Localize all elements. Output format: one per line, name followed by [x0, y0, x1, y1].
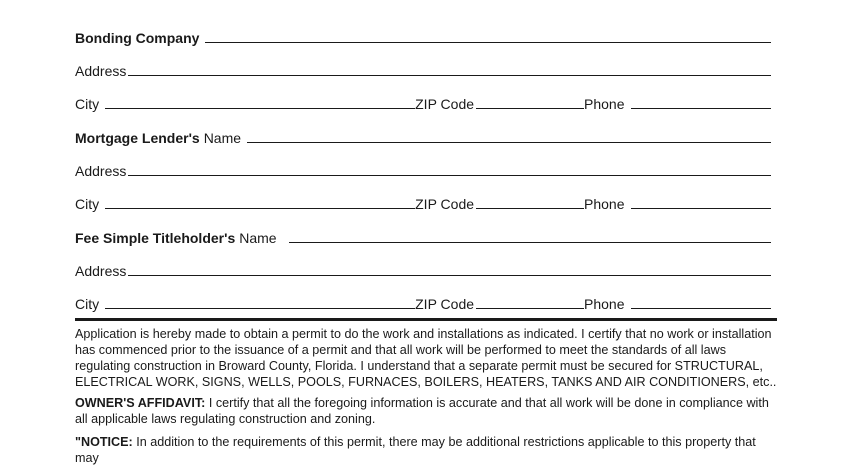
mortgage-city-row [75, 192, 771, 212]
bonding-address-field[interactable] [128, 75, 771, 76]
mortgage-address-field[interactable] [128, 175, 771, 176]
titleholder-city-row [75, 292, 771, 312]
bonding-city-label: City [75, 96, 100, 112]
mortgage-lender-name-label: Name [203, 130, 242, 146]
bonding-phone-field[interactable] [631, 108, 772, 109]
titleholder-zip-label: ZIP Code [415, 296, 475, 312]
notice [75, 434, 780, 466]
titleholder-address-label: Address [75, 263, 127, 279]
mortgage-address-row [75, 159, 771, 179]
bonding-zip-field[interactable] [476, 108, 584, 109]
affidavit-text: I certify that all the foregoing information is accurate and that all work will be done in compliance with all applicable laws regulating construction and zoning. [75, 396, 769, 426]
bonding-address-row [75, 59, 771, 79]
titleholder-row [75, 226, 771, 246]
titleholder-city-label: City [75, 296, 100, 312]
section-divider [75, 318, 777, 321]
bonding-company-field[interactable] [205, 42, 771, 43]
bonding-city-row [75, 92, 771, 112]
mortgage-address-label: Address [75, 163, 127, 179]
titleholder-city-field[interactable] [105, 308, 415, 309]
bonding-city-field[interactable] [105, 108, 415, 109]
affidavit-heading: OWNER'S AFFIDAVIT: [75, 396, 206, 410]
application-statement: Application is hereby made to obtain a permit to do the work and installations as indicated. I certify that no work or installation has commenced prior to the issuance of a permit and that all work will be performed to meet the standards of all laws regulating construction in Broward County, Florida. I understand that a separate permit must be secured for STRUCTURAL, ELECTRICAL WORK, SIGNS, WELLS, POOLS, FURNACES, BOILERS, HEATERS, TANKS AND AIR CONDITIONERS, etc.. [75, 327, 777, 389]
bonding-zip-label: ZIP Code [415, 96, 475, 112]
bonding-phone-label: Phone [584, 96, 625, 112]
bonding-company-row [75, 26, 771, 46]
titleholder-address-row [75, 259, 771, 279]
titleholder-name-field[interactable] [289, 242, 771, 243]
titleholder-phone-label: Phone [584, 296, 625, 312]
notice-text: In addition to the requirements of this permit, there may be additional restrictions applicable to this property that may [75, 435, 756, 465]
titleholder-address-field[interactable] [128, 275, 771, 276]
mortgage-city-field[interactable] [105, 208, 415, 209]
bonding-address-label: Address [75, 63, 127, 79]
mortgage-lender-row [75, 126, 771, 146]
mortgage-lender-label: Mortgage Lender's [75, 130, 200, 146]
titleholder-zip-field[interactable] [476, 308, 584, 309]
mortgage-zip-label: ZIP Code [415, 196, 475, 212]
mortgage-lender-field[interactable] [247, 142, 771, 143]
notice-heading: "NOTICE: [75, 435, 133, 449]
mortgage-phone-label: Phone [584, 196, 625, 212]
titleholder-phone-field[interactable] [631, 308, 772, 309]
owners-affidavit [75, 395, 780, 427]
mortgage-city-label: City [75, 196, 100, 212]
titleholder-label: Fee Simple Titleholder's [75, 230, 236, 246]
bonding-company-label: Bonding Company [75, 30, 200, 46]
mortgage-phone-field[interactable] [631, 208, 772, 209]
mortgage-zip-field[interactable] [476, 208, 584, 209]
titleholder-name-label: Name [239, 230, 277, 246]
